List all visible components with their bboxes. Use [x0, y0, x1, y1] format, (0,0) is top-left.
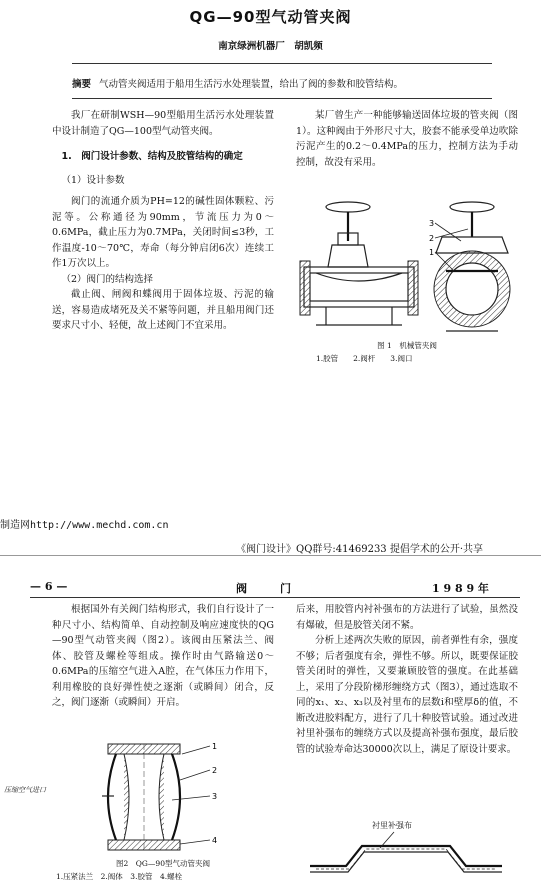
right-paragraph-2: 分析上述两次失败的原因，前者弹性有余，强度不够；后者强度有余，弹性不够。所以，既要保证胶管关闭时的弹性，又要兼顾胶管的强度。在此基础上，采用了分段阶梯形缠绕方式（图3），通过选取不同的x₁、x₂、x₃以及衬里布的层数i和壁厚δ的值，不断改进胶料配方，进行了几十种胶管试验。通过改进衬里补强布的缠绕方式以及提高补强布强度，最后胶管的试验寿命达30000次以上，满足了原设计要求。	[296, 635, 518, 755]
figure-1-legend: 1.胶管 2.阀杆 3.阀口	[316, 354, 413, 363]
divider-top	[72, 63, 492, 64]
section-heading-1: 1. 阀门设计参数、结构及胶管结构的确定	[61, 151, 243, 162]
page1-left-column	[52, 108, 274, 334]
intro-paragraph: 我厂在研制WSH—90型船用生活污水处理装置中设计制造了QG—100型气动管夹阀。	[52, 110, 274, 137]
fig1-label-2: 2	[429, 234, 435, 243]
figure-1-caption: 图 1 机械管夹阀	[377, 341, 437, 350]
website-watermark: 制造网http://www.mechd.com.cn	[0, 520, 169, 531]
figure-2-legend: 1.压紧法兰 2.阀体 3.胶管 4.螺栓	[56, 872, 183, 881]
abstract-text: 气动管夹阀适用于船用生活污水处理装置，给出了阀的参数和胶管结构。	[99, 79, 404, 90]
page1-right-column	[296, 108, 518, 170]
page2-right-column	[296, 602, 518, 757]
figure-1-valve-drawing	[296, 193, 526, 338]
page2-left-column	[52, 602, 274, 711]
fig1-label-1: 1	[429, 248, 435, 257]
figure-3-label: 衬里补强布	[372, 821, 412, 830]
journal-year: 1 9 8 9 年	[432, 582, 489, 595]
page-separator	[0, 555, 541, 556]
header-rule	[30, 597, 520, 598]
fig2-label-4: 4	[212, 836, 218, 845]
abstract-label: 摘要	[72, 79, 92, 90]
subheading-structure: （2）阀门的结构选择	[61, 273, 154, 285]
qq-group-banner: 《阀门设计》QQ群号:41469233 提倡学术的公开·共享	[236, 544, 484, 555]
structure-paragraph: 截止阀、闸阀和蝶阀用于固体垃圾、污泥的输送，容易造成堵死及关不紧等问题，并且船用阀门还要求尺寸小、轻便，故上述阀门不宜采用。	[52, 289, 274, 331]
figure-2-caption: 图2 QG—90型气动管夹阀	[116, 859, 210, 868]
figure-3-hose-winding	[306, 832, 506, 877]
article-title: QG—90型气动管夹阀	[189, 8, 352, 26]
figure-2-side-label: 压缩空气进口	[4, 786, 46, 794]
params-paragraph: 阀门的流通介质为PH=12的碱性固体颗粒、污泥等。公称通径为90mm，节流压力为0～0.6MPa，截止压力为0.7MPa，关闭时间≤3秒，工作温度-10～70℃，寿命（每分钟启闭6次）连续工作1万次以上。	[52, 196, 274, 269]
left-paragraph: 根据国外有关阀门结构形式，我们自行设计了一种尺寸小、结构简单、自动控制及响应速度快的QG—90型气动管夹阀（图2）。该阀由压紧法兰、阀体、胶管及螺栓等组成。操作时由气路输送0～0.6MPa的压缩空气进入A腔，在气体压力作用下，利用橡胶的良好弹性使之逐渐（或瞬间）闭合，反之，阀门逐渐（或瞬间）开启。	[52, 604, 274, 708]
figure-2-valve-drawing	[60, 740, 260, 855]
page-number: — 6 —	[30, 580, 68, 593]
right-paragraph-1: 后来，用胶管内衬补强布的方法进行了试验，虽然没有爆破，但是胶管关闭不紧。	[296, 604, 518, 631]
fig2-label-3: 3	[212, 792, 218, 801]
divider-bottom	[72, 98, 492, 99]
author-line: 南京绿洲机器厂 胡凯频	[218, 41, 323, 52]
fig2-label-2: 2	[212, 766, 218, 775]
journal-name: 阀 门	[236, 582, 291, 595]
fig2-label-1: 1	[212, 742, 218, 751]
right-paragraph: 某厂曾生产一种能够输送固体垃圾的管夹阀（图1）。这种阀由于外形尺寸大，胶套不能承受单边吹除污泥产生的0.2～0.4MPa的压力，控制方法为手动控制，故没有采用。	[296, 110, 518, 168]
abstract	[72, 78, 492, 92]
subheading-params: （1）设计参数	[61, 174, 125, 186]
fig1-label-3: 3	[429, 219, 435, 228]
